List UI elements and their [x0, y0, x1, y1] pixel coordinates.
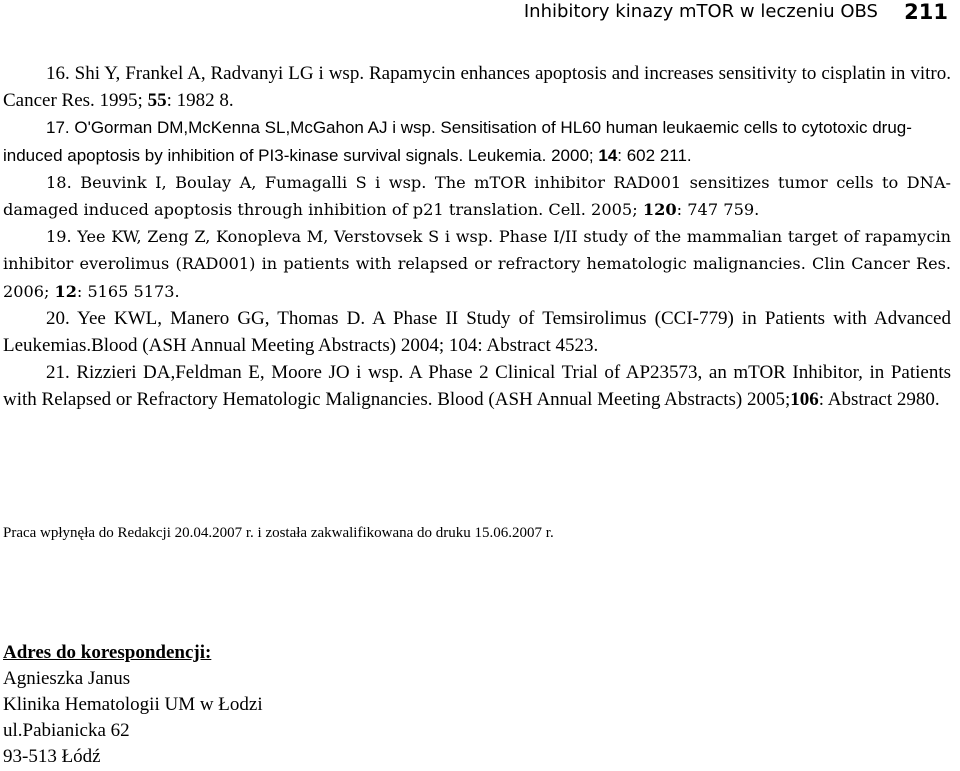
reference-item: 18. Beuvink I, Boulay A, Fumagalli S i wsp. The mTOR inhibitor RAD001 sensitizes tumor cells to DNA-damaged induced apoptosis through inhibition of p21 translation. Cell. 2005; 120: 747 759. — [3, 172, 951, 220]
address-line: Agnieszka Janus — [3, 668, 131, 689]
reference-item: 16. Shi Y, Frankel A, Radvanyi LG i wsp. Rapamycin enhances apoptosis and increases sensitivity to cisplatin in vitro. Cancer Res. 1995; 55: 1982 8. — [3, 63, 951, 112]
address-line: Klinika Hematologii UM w Łodzi — [3, 694, 263, 715]
page-number: 211 — [904, 0, 948, 24]
running-title: Inhibitory kinazy mTOR w leczeniu OBS — [523, 1, 878, 22]
reference-item: 19. Yee KW, Zeng Z, Konopleva M, Verstovsek S i wsp. Phase I/II study of the mammalian target of rapamycin inhibitor everolimus (RAD001) in patients with relapsed or refractory hematologic malignancies. Clin Cancer Res. 2006; 12: 5165 5173. — [3, 227, 951, 301]
page-header — [0, 0, 960, 30]
address-line: 93-513 Łódź — [3, 746, 101, 767]
reference-item: 21. Rizzieri DA,Feldman E, Moore JO i wsp. A Phase 2 Clinical Trial of AP23573, an mTOR Inhibitor, in Patients with Relapsed or Refractory Hematologic Malignancies. Blood (ASH Annual Meeting Abstracts) 2005;106: Abstract 2980. — [3, 362, 951, 411]
correspondence-address — [3, 640, 263, 770]
reference-list — [3, 60, 951, 414]
correspondence-heading: Adres do korespondencji: — [3, 642, 212, 663]
address-line: ul.Pabianicka 62 — [3, 720, 130, 741]
reference-item: 17. O'Gorman DM,McKenna SL,McGahon AJ i wsp. Sensitisation of HL60 human leukaemic cells to cytotoxic drug-induced apoptosis by inhibition of PI3-kinase survival signals. Leukemia. 2000; 14: 602 211. — [3, 118, 912, 165]
reference-item: 20. Yee KWL, Manero GG, Thomas D. A Phase II Study of Temsirolimus (CCI-779) in Patients with Advanced Leukemias.Blood (ASH Annual Meeting Abstracts) 2004; 104: Abstract 4523. — [3, 307, 951, 357]
received-note: Praca wpłynęła do Redakcji 20.04.2007 r. i została zakwalifikowana do druku 15.06.2007 r. — [3, 525, 554, 541]
